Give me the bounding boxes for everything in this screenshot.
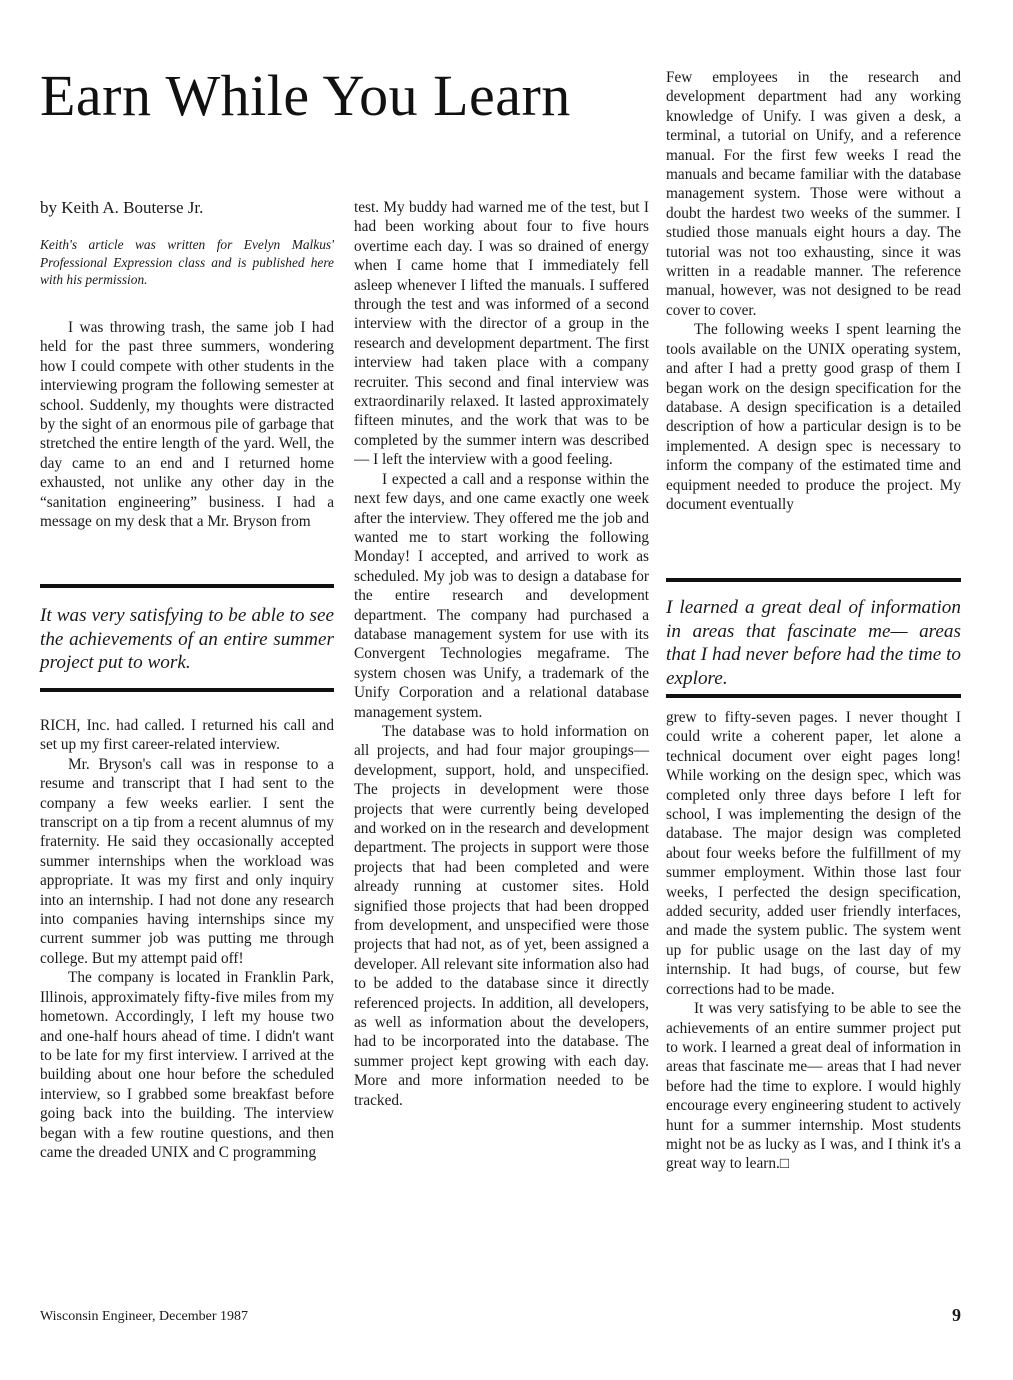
- paragraph: Few employees in the research and development department had any working knowledge of Unify. I was given a desk, a terminal, a tutorial on Unify, and a reference manual. For the first few weeks I read the manuals and became familiar with the database management system. Those were without a doubt the hardest two weeks of the summer. I studied those manuals eight hours a day. The tutorial was not too exhausting, since it was written in a readable manner. The reference manual, however, was not designed to be read cover to cover.: [666, 69, 961, 319]
- column-3-bottom: [666, 708, 961, 1174]
- pull-quote-rule-bottom: [40, 688, 334, 692]
- column-1-bottom: [40, 716, 334, 1162]
- pull-quote-rule-top: [40, 584, 334, 588]
- column-3-top: [666, 68, 961, 514]
- author-note: Keith's article was written for Evelyn Malkus' Professional Expression class and is published here with his permission.: [40, 237, 334, 287]
- paragraph: I was throwing trash, the same job I had held for the past three summers, wondering how I could compete with other students in the interviewing program the following semester at school. Suddenly, my thoughts were distracted by the sight of an enormous pile of garbage that stretched the entire length of the yard. Well, the day came to an end and I returned home exhausted, not unlike any other day in the “sanitation engineering” business. I had a message on my desk that a Mr. Bryson from: [40, 319, 334, 531]
- publication-footer: Wisconsin Engineer, December 1987: [40, 1309, 249, 1324]
- column-1-top: [40, 318, 334, 531]
- paragraph: The company is located in Franklin Park, Illinois, approximately fifty-five miles from my hometown. Accordingly, I left my house two and one-half hours ahead of time. I didn't want to be late for my first interview. I arrived at the building about one hour before the scheduled interview, so I grabbed some breakfast before going back into the building. The interview began with a few routine questions, and then came the dreaded UNIX and C programming: [40, 969, 334, 1161]
- pull-quote-rule-top: [666, 578, 961, 582]
- paragraph: The database was to hold information on all projects, and had four major groupings— development, support, hold, and unspecified. The projects in development were those projects that were currently being developed and worked on in the research and development department. The projects in support were those projects that had been completed and were already running at customer sites. Hold signified those projects that had been dropped from development, and unspecified were those projects that had not, as of yet, been assigned a developer. All relevant site information also had to be added to the database since it directly referenced projects. In addition, all developers, as well as information about the developers, had to be incorporated into the database. The summer project kept growing with each day. More and more information needed to be tracked.: [354, 722, 649, 1109]
- paragraph: Mr. Bryson's call was in response to a resume and transcript that I had sent to the company a few weeks earlier. I sent the transcript on a tip from a recent alumnus of my fraternity. He said they occasionally accepted summer internships when the workload was appropriate. It was my first and only inquiry into an internship. I had not done any research into companies having internships since my current summer job was putting me through college. But my attempt paid off!: [40, 755, 334, 967]
- byline: by Keith A. Bouterse Jr.: [40, 198, 204, 217]
- article-title: Earn While You Learn: [40, 63, 571, 128]
- pull-quote-rule-bottom: [666, 694, 961, 698]
- page-number: 9: [952, 1305, 961, 1325]
- pull-quote-1: It was very satisfying to be able to see the achievements of an entire summer project put to work.: [40, 605, 334, 673]
- column-2: [354, 198, 649, 1110]
- paragraph: grew to fifty-seven pages. I never thought I could write a coherent paper, let alone a technical document over eight pages long! While working on the design spec, which was completed only three days before I left for school, I was implementing the design of the database. The major design was completed about four weeks before the fulfillment of my summer employment. Within those last four weeks, I perfected the design specification, added security, added user friendly interfaces, and made the system public. The system went up for public usage on the last day of my internship. It had bugs, of course, but few corrections had to be made.: [666, 709, 961, 998]
- pull-quote-2: I learned a great deal of information in areas that fascinate me— areas that I had never before had the time to explore.: [666, 597, 961, 689]
- paragraph: I expected a call and a response within the next few days, and one came exactly one week after the interview. They offered me the job and wanted me to start working the following Monday! I accepted, and arrived to work as scheduled. My job was to design a database for the entire research and development department. The company had purchased a database management system for use with its Convergent Technologies megaframe. The system chosen was Unify, a trademark of the Unify Corporation and a relational database management system.: [354, 470, 649, 721]
- paragraph: RICH, Inc. had called. I returned his call and set up my first career-related interview.: [40, 717, 334, 754]
- paragraph: It was very satisfying to be able to see the achievements of an entire summer project put to work. I learned a great deal of information in areas that fascinate me— areas that I had never before had the time to explore. I would highly encourage every engineering student to actively hunt for a summer internship. Most students might not be as lucky as I was, and I think it's a great way to learn.□: [666, 1000, 961, 1173]
- paragraph: The following weeks I spent learning the tools available on the UNIX operating system, and after I had a pretty good grasp of them I began work on the design specification for the database. A design specification is a detailed description of how a particular design is to be implemented. A design spec is necessary to inform the company of the estimated time and equipment needed to produce the project. My document eventually: [666, 321, 961, 513]
- paragraph: test. My buddy had warned me of the test, but I had been working about four to five hours overtime each day. I was so drained of energy when I came home that I immediately fell asleep whenever I lifted the manuals. I suffered through the test and was informed of a second interview with the director of a group in the research and development department. The first interview had taken place with a company recruiter. This second and final interview was extraordinarily relaxed. It lasted approximately fifteen minutes, and the work that was to be completed by the summer intern was described— I left the interview with a good feeling.: [354, 199, 649, 469]
